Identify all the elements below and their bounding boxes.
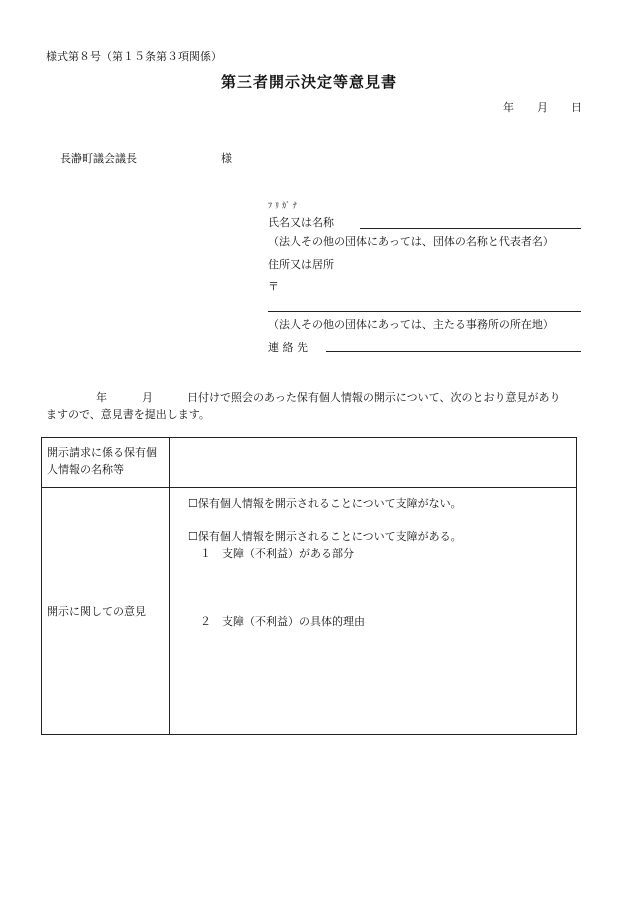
document-title: 第三者開示決定等意見書 [221,73,398,91]
body-month-label: 月 [142,391,153,404]
option-issue[interactable]: ☐保有個人情報を開示されることについて支障がある。 [188,530,462,543]
table-row [42,488,577,735]
item-name-field[interactable] [170,438,577,488]
item-1-label: １ 支障（不利益）がある部分 [200,547,354,560]
address-field-line[interactable] [268,311,581,312]
body-line2: ますので、意見書を提出します。 [46,408,210,421]
form-number: 様式第８号（第１５条第３項関係） [46,50,222,63]
name-field-line[interactable] [360,228,581,229]
item-2-label: ２ 支障（不利益）の具体的理由 [200,615,365,628]
furigana-label: ﾌﾘｶﾞﾅ [268,201,300,210]
date-day-label: 日 [571,101,582,114]
body-year-label: 年 [96,391,107,404]
option-no-issue[interactable]: ☐保有個人情報を開示されることについて支障がない。 [188,497,462,510]
name-label: 氏名又は名称 [268,216,334,229]
opinion-label: 開示に関しての意見 [42,488,170,735]
date-month-label: 月 [537,101,548,114]
body-line1: 日付けで照会のあった保有個人情報の開示について、次のとおり意見があり [187,391,561,404]
addressee-honorific: 様 [221,152,232,165]
contact-label: 連 絡 先 [268,341,308,354]
addressee-name: 長瀞町議会議長 [60,152,137,165]
opinion-field[interactable] [170,488,577,735]
name-note: （法人その他の団体にあっては、団体の名称と代表者名） [268,235,554,248]
date-year-label: 年 [503,101,514,114]
contact-field-line[interactable] [326,351,581,352]
postal-mark: 〒 [268,280,279,293]
item-name-label: 開示請求に係る保有個人情報の名称等 [42,438,170,488]
address-note: （法人その他の団体にあっては、主たる事務所の所在地） [268,318,554,331]
table-row [42,438,577,488]
address-label: 住所又は居所 [268,258,334,271]
opinion-table [41,437,577,735]
